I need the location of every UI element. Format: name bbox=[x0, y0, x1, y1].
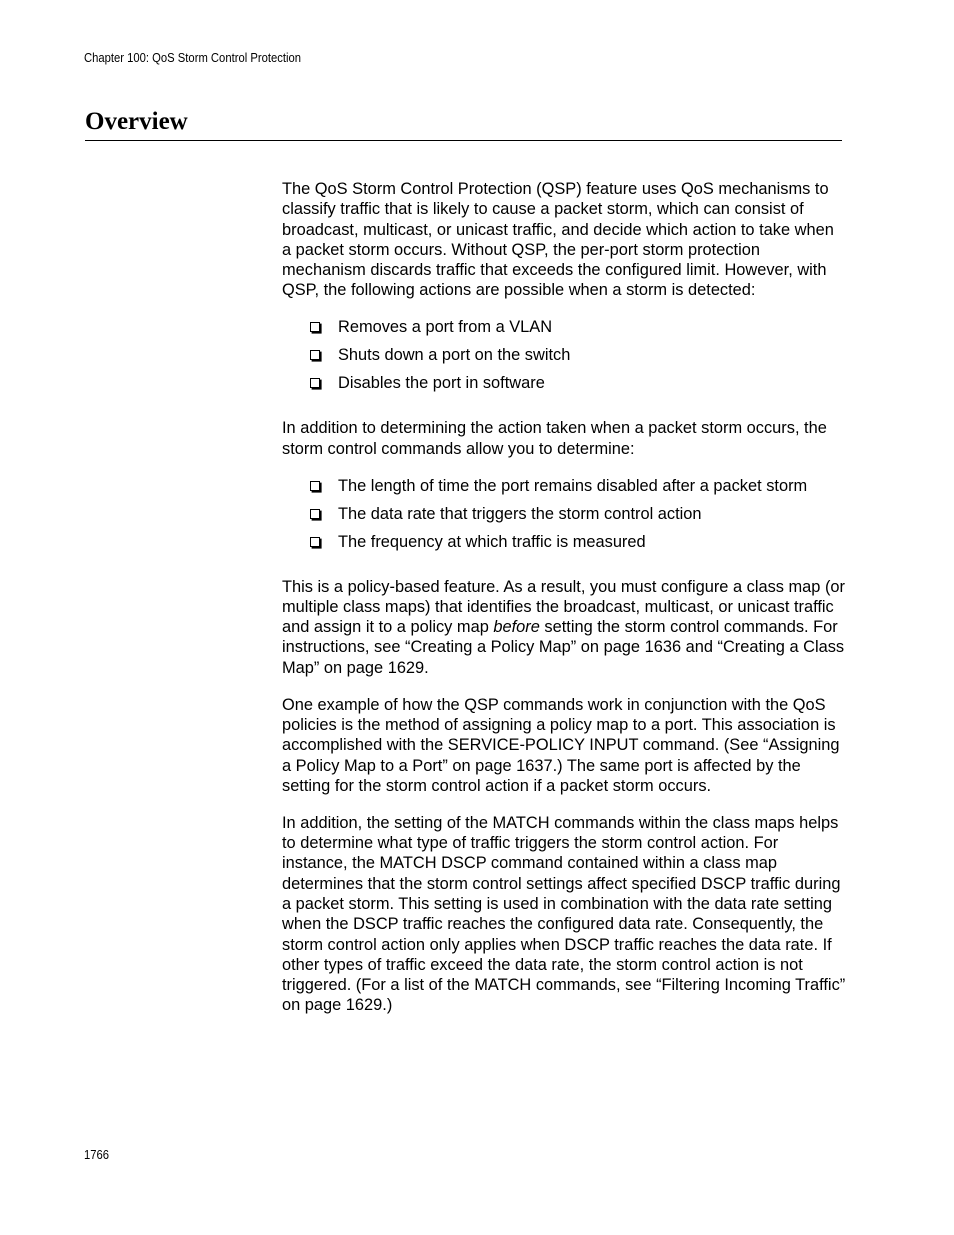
list-item-text: Shuts down a port on the switch bbox=[338, 346, 571, 365]
list-item bbox=[282, 476, 847, 504]
page-number: 1766 bbox=[84, 1148, 110, 1162]
checkbox-bullet-icon bbox=[310, 481, 320, 491]
storm-actions-list bbox=[282, 317, 847, 401]
list-item bbox=[282, 317, 847, 345]
list-item bbox=[282, 345, 847, 373]
policy-paragraph bbox=[282, 577, 847, 678]
match-paragraph: In addition, the setting of the MATCH commands within the class maps helps to determine what type of traffic triggers the storm control action. For instance, the MATCH DSCP command contained within a class map determines that the storm control settings affect specified DSCP traffic during a packet storm. This setting is used in combination with the data rate setting when the DSCP traffic reaches the configured data rate. Consequently, the storm control action only applies when DSCP traffic reaches the data rate. If other types of traffic exceed the data rate, the storm control action is not triggered. (For a list of the MATCH commands, see “Filtering Incoming Traffic” on page 1629.) bbox=[282, 813, 846, 1015]
checkbox-bullet-icon bbox=[310, 350, 320, 360]
section-title: Overview bbox=[85, 108, 188, 135]
checkbox-bullet-icon bbox=[310, 537, 320, 547]
list-item-text: Disables the port in software bbox=[338, 374, 545, 393]
running-head: Chapter 100: QoS Storm Control Protection bbox=[84, 51, 301, 65]
policy-text-b: setting the storm control commands. For instructions, see “Creating a Policy Map” on page 1636 and “Creating a Class Map” on page 1629. bbox=[282, 618, 845, 677]
intro-paragraph: The QoS Storm Control Protection (QSP) feature uses QoS mechanisms to classify traffic that is likely to cause a packet storm, which can consist of broadcast, multicast, or unicast traffic, and decide which action to take when a packet storm occurs. Without QSP, the per-port storm protection mechanism discards traffic that exceeds the configured limit. However, with QSP, the following actions are possible when a storm is detected: bbox=[282, 180, 834, 300]
list-item bbox=[282, 532, 847, 560]
determine-paragraph: In addition to determining the action taken when a packet storm occurs, the storm control commands allow you to determine: bbox=[282, 419, 827, 458]
policy-emphasis: before bbox=[493, 618, 540, 637]
list-item-text: The frequency at which traffic is measured bbox=[338, 532, 646, 551]
title-rule bbox=[85, 140, 842, 141]
policy-text-a: This is a policy-based feature. As a result, you must configure a class map (or multiple class maps) that identifies the broadcast, multicast, or unicast traffic and assign it to a policy map bbox=[282, 577, 845, 637]
list-item-text: The length of time the port remains disabled after a packet storm bbox=[338, 476, 808, 495]
storm-settings-list bbox=[282, 476, 847, 560]
checkbox-bullet-icon bbox=[310, 378, 320, 388]
checkbox-bullet-icon bbox=[310, 509, 320, 519]
list-item bbox=[282, 504, 847, 532]
list-item-text: The data rate that triggers the storm control action bbox=[338, 504, 702, 523]
body-column bbox=[282, 179, 847, 1032]
list-item bbox=[282, 373, 847, 401]
list-item-text: Removes a port from a VLAN bbox=[338, 318, 553, 337]
example-paragraph: One example of how the QSP commands work in conjunction with the QoS policies is the method of assigning a policy map to a port. This association is accomplished with the SERVICE-POLICY INPUT command. (See “Assigning a Policy Map to a Port” on page 1637.) The same port is affected by the setting for the storm control action if a packet storm occurs. bbox=[282, 695, 840, 795]
checkbox-bullet-icon bbox=[310, 322, 320, 332]
